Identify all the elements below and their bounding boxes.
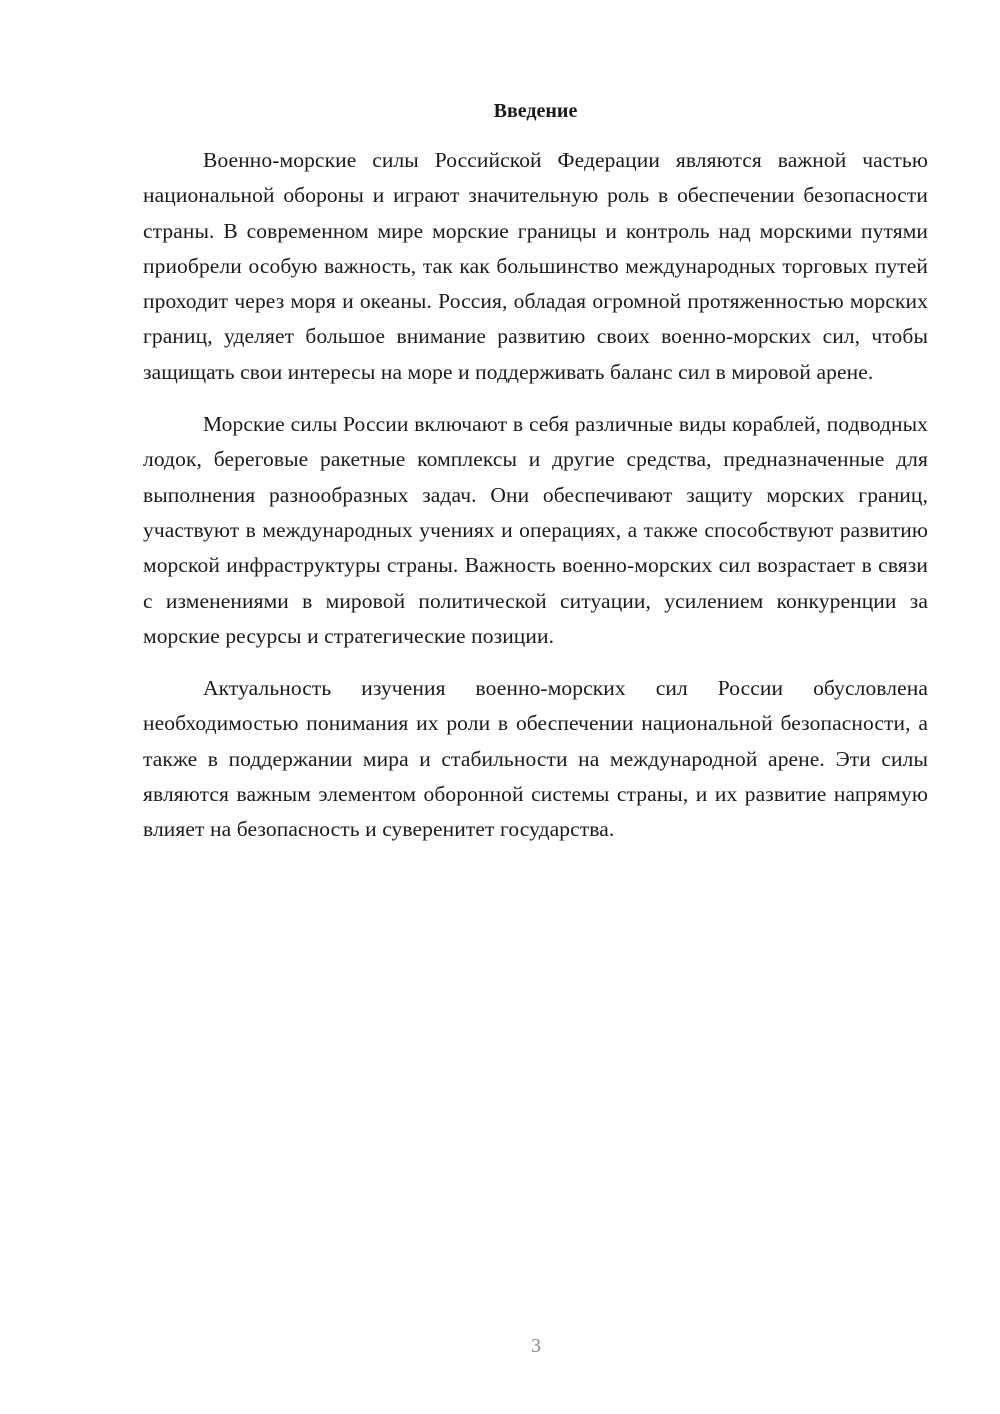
- section-title: Введение: [493, 100, 578, 122]
- paragraph-2: Морские силы России включают в себя различные виды кораблей, подводных лодок, береговые ракетные комплексы и другие средства, предназначенные для выполнения разнообразных задач. Они обеспечивают защиту морских границ, участвуют в международных учениях и операциях, а также способствуют развитию морской инфраструктуры страны. Важность военно-морских сил возрастает в связи с изменениями в мировой политической ситуации, усилением конкуренции за морские ресурсы и стратегические позиции.: [143, 412, 928, 648]
- page-content: [143, 96, 928, 865]
- paragraph-1: Военно-морские силы Российской Федерации являются важной частью национальной обороны и играют значительную роль в обеспечении безопасности страны. В современном мире морские границы и контроль над морскими путями приобрели особую важность, так как большинство международных торговых путей проходит через моря и океаны. Россия, обладая огромной протяженностью морских границ, уделяет большое внимание развитию своих военно-морских сил, чтобы защищать свои интересы на море и поддерживать баланс сил в мировой арене.: [143, 148, 928, 384]
- page-number: 3: [531, 1335, 541, 1357]
- paragraph-3: Актуальность изучения военно-морских сил России обусловлена необходимостью понимания их роли в обеспечении национальной безопасности, а также в поддержании мира и стабильности на международной арене. Эти силы являются важным элементом оборонной системы страны, и их развитие напрямую влияет на безопасность и суверенитет государства.: [143, 676, 928, 842]
